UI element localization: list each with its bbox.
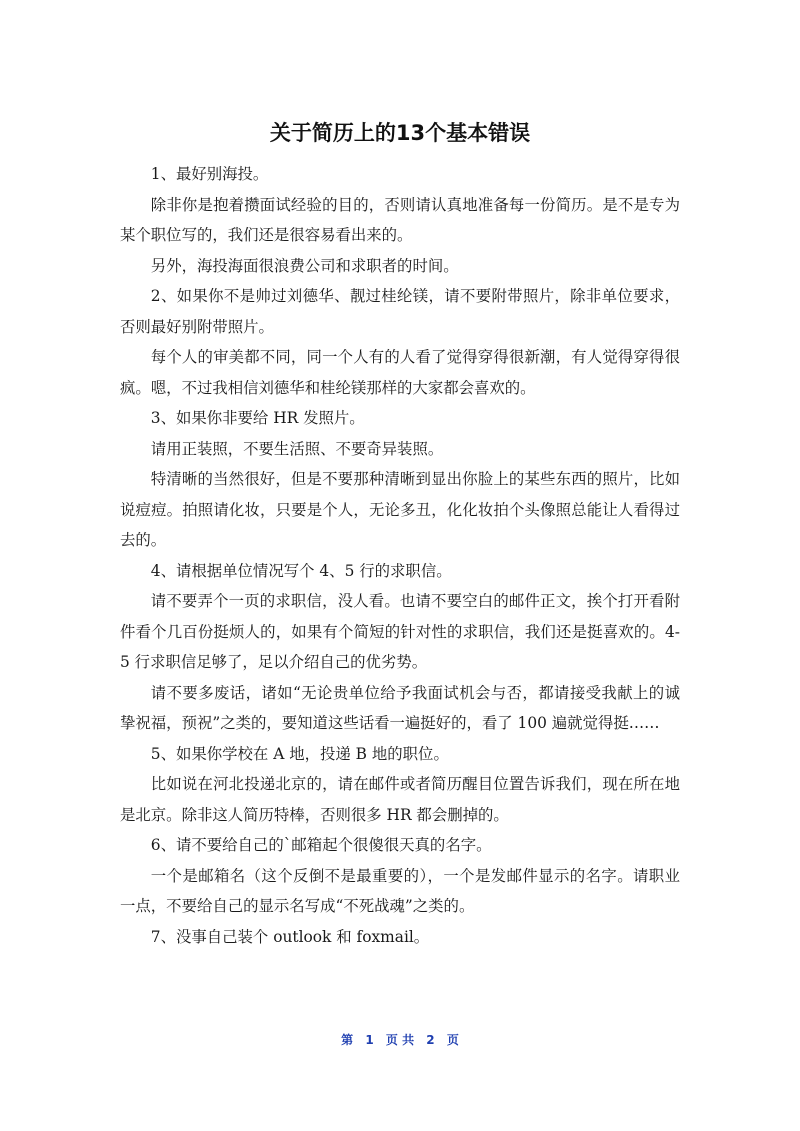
footer-total-pages: 2 — [426, 1033, 435, 1047]
footer-current-page: 1 — [365, 1033, 374, 1047]
paragraph: 7、没事自己装个 outlook 和 foxmail。 — [150, 927, 430, 946]
paragraph: 比如说在河北投递北京的，请在邮件或者简历醒目位置告诉我们，现在所在地是北京。除非这人简历特棒，否则很多 HR 都会删掉的。 — [120, 775, 680, 824]
footer-label-di: 第 — [341, 1033, 354, 1047]
paragraph: 2、如果你不是帅过刘德华、靓过桂纶镁，请不要附带照片，除非单位要求，否则最好别附带照片。 — [120, 287, 680, 336]
paragraph: 特清晰的当然很好，但是不要那种清晰到显出你脸上的某些东西的照片，比如说痘痘。拍照请化妆，只要是个人，无论多丑，化化妆拍个头像照总能让人看得过去的。 — [120, 470, 680, 549]
page-footer — [0, 1030, 800, 1050]
paragraph: 5、如果你学校在 A 地，投递 B 地的职位。 — [150, 744, 449, 763]
footer-label-ye: 页 — [446, 1033, 459, 1047]
paragraph: 3、如果你非要给 HR 发照片。 — [150, 409, 365, 427]
paragraph: 6、请不要给自己的`邮箱起个很傻很天真的名字。 — [150, 836, 492, 854]
document-title: 关于简历上的13个基本错误 — [269, 121, 531, 145]
paragraph: 除非你是抱着攒面试经验的目的，否则请认真地准备每一份简历。是不是专为某个职位写的，我们还是很容易看出来的。 — [120, 195, 680, 244]
paragraph: 一个是邮箱名（这个反倒不是最重要的），一个是发邮件显示的名字。请职业一点，不要给自己的显示名写成“不死战魂”之类的。 — [120, 866, 680, 915]
paragraph: 4、请根据单位情况写个 4、5 行的求职信。 — [150, 561, 452, 580]
document-body — [120, 159, 680, 952]
paragraph: 另外，海投海面很浪费公司和求职者的时间。 — [150, 256, 459, 275]
paragraph: 请不要弄个一页的求职信，没人看。也请不要空白的邮件正文，挨个打开看附件看个几百份挺烦人的，如果有个简短的针对性的求职信，我们还是挺喜欢的。4-5 行求职信足够了，足以介绍自己的优劣势。 — [120, 592, 680, 671]
paragraph: 请不要多废话，诸如“无论贵单位给予我面试机会与否，都请接受我献上的诚挚祝福，预祝”之类的，要知道这些话看一遍挺好的，看了 100 遍就觉得挺…… — [120, 683, 680, 732]
footer-label-ye-gong: 页 共 — [385, 1033, 415, 1047]
paragraph: 1、最好别海投。 — [150, 165, 269, 183]
paragraph: 请用正装照，不要生活照、不要奇异装照。 — [150, 439, 444, 458]
paragraph: 每个人的审美都不同，同一个人有的人看了觉得穿得很新潮，有人觉得穿得很疯。嗯，不过我相信刘德华和桂纶镁那样的大家都会喜欢的。 — [120, 348, 680, 397]
